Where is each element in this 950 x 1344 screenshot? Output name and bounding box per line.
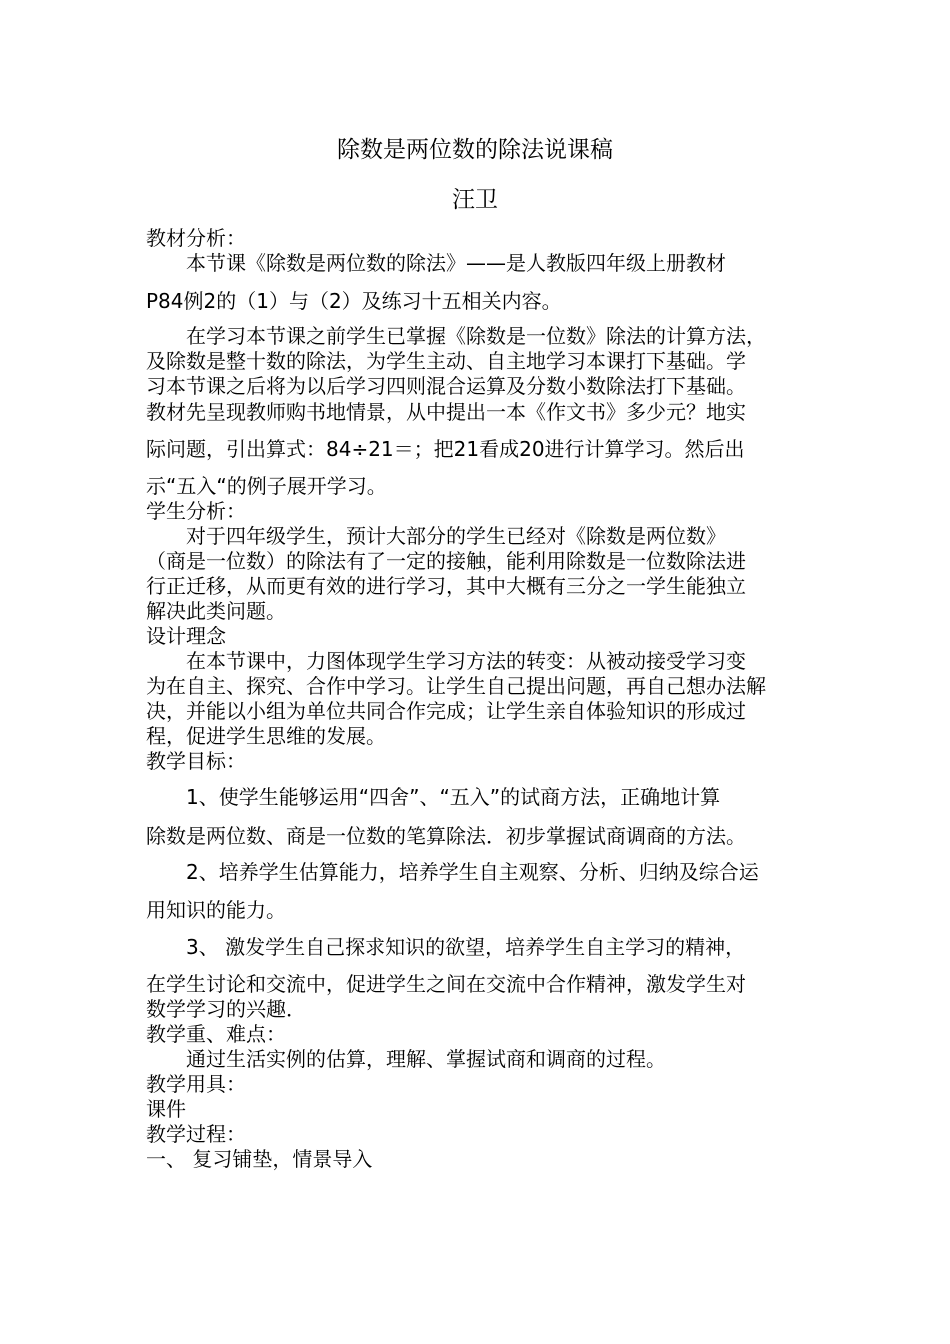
section-heading-teaching-process: 教学过程： — [146, 1122, 246, 1146]
paragraph-line: 3、 激发学生自己探求知识的欲望，培养学生自主学习的精神， — [146, 935, 746, 959]
paragraph-line: 在本节课中，力图体现学生学习方法的转变：从被动接受学习变 — [146, 649, 746, 673]
paragraph-line: 解决此类问题。 — [146, 599, 286, 623]
section-heading-teaching-goals: 教学目标： — [146, 749, 246, 773]
paragraph-line: 教材先呈现教师购书地情景，从中提出一本《作文书》多少元？地实 — [146, 400, 746, 424]
paragraph-line: 课件 — [146, 1097, 186, 1121]
paragraph-line: （商是一位数）的除法有了一定的接触，能利用除数是一位数除法进 — [146, 549, 746, 573]
paragraph-line: 数学学习的兴趣． — [146, 997, 306, 1021]
section-heading-textbook-analysis: 教材分析： — [146, 226, 246, 250]
paragraph-line: 及除数是整十数的除法，为学生主动、自主地学习本课打下基础。学 — [146, 349, 746, 373]
paragraph-line: 行正迁移，从而更有效的进行学习，其中大概有三分之一学生能独立 — [146, 574, 746, 598]
paragraph-line: 示“五入“的例子展开学习。 — [146, 474, 387, 498]
section-heading-key-points: 教学重、难点： — [146, 1022, 286, 1046]
paragraph-line: 为在自主、探究、合作中学习。让学生自己提出问题，再自己想办法解 — [146, 674, 766, 698]
paragraph-line: 除数是两位数、商是一位数的笔算除法．初步掌握试商调商的方法。 — [146, 824, 746, 848]
paragraph-line: 一、 复习铺垫，情景导入 — [146, 1147, 373, 1171]
document-author: 汪卫 — [452, 187, 498, 213]
document-title: 除数是两位数的除法说课稿 — [337, 137, 613, 163]
paragraph-line: 在学生讨论和交流中，促进学生之间在交流中合作精神，激发学生对 — [146, 972, 746, 996]
paragraph-line: 际问题，引出算式：84÷21＝；把21看成20进行计算学习。然后出 — [146, 437, 745, 461]
paragraph-line: 本节课《除数是两位数的除法》——是人教版四年级上册教材 — [146, 251, 726, 275]
section-heading-design-concept: 设计理念 — [146, 624, 226, 648]
paragraph-line: 用知识的能力。 — [146, 898, 286, 922]
paragraph-line: P84例2的（1）与（2）及练习十五相关内容。 — [146, 289, 562, 313]
paragraph-line: 在学习本节课之前学生已掌握《除数是一位数》除法的计算方法， — [146, 324, 766, 348]
paragraph-line: 决，并能以小组为单位共同合作完成；让学生亲自体验知识的形成过 — [146, 699, 746, 723]
section-heading-teaching-tools: 教学用具： — [146, 1072, 246, 1096]
paragraph-line: 2、培养学生估算能力，培养学生自主观察、分析、归纳及综合运 — [146, 860, 759, 884]
paragraph-line: 1、使学生能够运用“四舍”、“五入”的试商方法，正确地计算 — [146, 785, 721, 809]
paragraph-line: 通过生活实例的估算，理解、掌握试商和调商的过程。 — [146, 1047, 666, 1071]
paragraph-line: 习本节课之后将为以后学习四则混合运算及分数小数除法打下基础。 — [146, 374, 746, 398]
paragraph-line: 对于四年级学生，预计大部分的学生已经对《除数是两位数》 — [146, 524, 726, 548]
section-heading-student-analysis: 学生分析： — [146, 499, 246, 523]
paragraph-line: 程，促进学生思维的发展。 — [146, 724, 386, 748]
